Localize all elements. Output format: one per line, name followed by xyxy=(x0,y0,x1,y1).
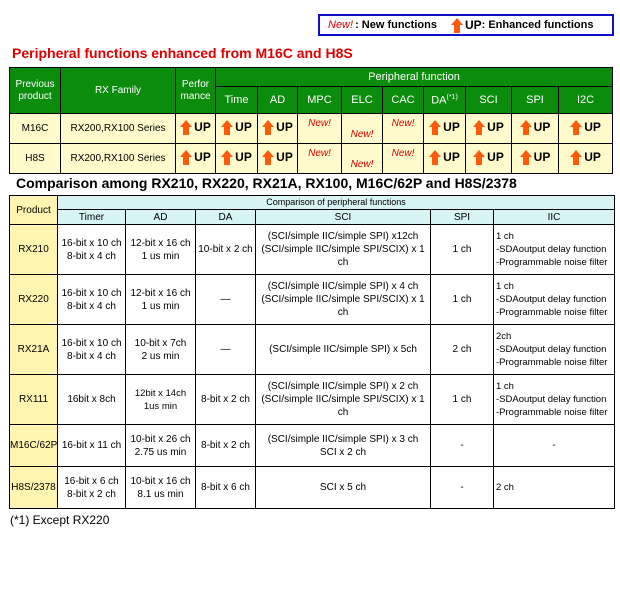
up-cell: UP xyxy=(559,144,613,174)
row-family: RX200,RX100 Series xyxy=(61,114,176,144)
up-cell: UP xyxy=(559,114,613,144)
up-cell: UP xyxy=(258,144,298,174)
row-product: M16C xyxy=(10,114,61,144)
up-cell: UP xyxy=(216,114,258,144)
cell-iic: - xyxy=(494,425,615,467)
cell-sci: (SCI/simple IIC/simple SPI) x 5ch xyxy=(256,325,431,375)
cell-timer: 16-bit x 11 ch xyxy=(58,425,126,467)
legend-up-label: : Enhanced functions xyxy=(481,19,594,31)
header-rx-family: RX Family xyxy=(61,68,176,114)
up-cell: UP xyxy=(466,144,512,174)
cell-da: 8-bit x 6 ch xyxy=(196,467,256,509)
up-arrow-icon xyxy=(180,150,192,165)
cell-iic: 1 ch -SDAoutput delay function -Programmable noise filter xyxy=(494,275,615,325)
row-product: RX111 xyxy=(10,375,58,425)
legend-box xyxy=(318,14,614,36)
row-family: RX200,RX100 Series xyxy=(61,144,176,174)
up-cell: UP xyxy=(512,144,559,174)
cell-iic: 2 ch xyxy=(494,467,615,509)
up-arrow-icon xyxy=(520,120,532,135)
up-cell: UP xyxy=(424,114,466,144)
cell-ad: 12bit x 14ch 1us min xyxy=(126,375,196,425)
up-arrow-icon xyxy=(262,150,274,165)
header-product: Product xyxy=(10,196,58,225)
up-arrow-icon xyxy=(473,150,485,165)
new-cell: New! xyxy=(342,144,383,174)
legend-up-text: UP xyxy=(464,18,482,32)
header-col-time: Time xyxy=(216,87,258,114)
row-product: M16C/62P xyxy=(10,425,58,467)
da-footnote-mark: (*1) xyxy=(446,93,458,101)
cell-sci: (SCI/simple IIC/simple SPI) x 3 ch SCI x 2 ch xyxy=(256,425,431,467)
section1-title: Peripheral functions enhanced from M16C and H8S xyxy=(12,45,353,61)
new-cell: New! xyxy=(383,114,424,144)
header-col-sci: SCI xyxy=(466,87,512,114)
header-previous-product: Previous product xyxy=(10,68,61,114)
up-arrow-icon xyxy=(221,150,233,165)
up-arrow-icon xyxy=(262,120,274,135)
up-cell: UP xyxy=(424,144,466,174)
header-col-iic: IIC xyxy=(494,210,615,225)
cell-timer: 16-bit x 6 ch 8-bit x 2 ch xyxy=(58,467,126,509)
table-row xyxy=(10,375,615,425)
up-arrow-icon xyxy=(180,120,192,135)
header-performance: Perfor mance xyxy=(176,68,216,114)
up-cell: UP xyxy=(258,114,298,144)
legend-new-tag: New! xyxy=(328,19,354,31)
header-col-cac: CAC xyxy=(383,87,424,114)
up-arrow-icon xyxy=(570,150,582,165)
cell-iic: 2ch -SDAoutput delay function -Programmable noise filter xyxy=(494,325,615,375)
up-arrow-icon xyxy=(429,120,441,135)
cell-da: 10-bit x 2 ch xyxy=(196,225,256,275)
row-product: H8S xyxy=(10,144,61,174)
table-row xyxy=(10,325,615,375)
up-arrow-icon xyxy=(429,150,441,165)
up-arrow-icon xyxy=(451,18,463,33)
cell-ad: 12-bit x 16 ch 1 us min xyxy=(126,225,196,275)
cell-da: 8-bit x 2 ch xyxy=(196,375,256,425)
header-col-mpc: MPC xyxy=(298,87,342,114)
cell-ad: 10-bit x 7ch 2 us min xyxy=(126,325,196,375)
cell-da: — xyxy=(196,275,256,325)
up-arrow-icon xyxy=(570,120,582,135)
header-peripheral-function: Peripheral function xyxy=(216,68,613,87)
header-col-ad: AD xyxy=(258,87,298,114)
enhancement-table xyxy=(9,67,613,174)
up-arrow-icon xyxy=(221,120,233,135)
header-col-elc: ELC xyxy=(342,87,383,114)
table-row xyxy=(10,467,615,509)
row-product: RX210 xyxy=(10,225,58,275)
up-cell: UP xyxy=(176,114,216,144)
table-row xyxy=(10,114,613,144)
cell-ad: 12-bit x 16 ch 1 us min xyxy=(126,275,196,325)
up-arrow-icon xyxy=(473,120,485,135)
table-row xyxy=(10,425,615,467)
cell-iic: 1 ch -SDAoutput delay function -Programmable noise filter xyxy=(494,225,615,275)
cell-sci: (SCI/simple IIC/simple SPI) x 2 ch (SCI/simple IIC/simple SPI/SCIX) x 1 ch xyxy=(256,375,431,425)
cell-iic: 1 ch -SDAoutput delay function -Programmable noise filter xyxy=(494,375,615,425)
cell-timer: 16-bit x 10 ch 8-bit x 4 ch xyxy=(58,275,126,325)
cell-timer: 16-bit x 10 ch 8-bit x 4 ch xyxy=(58,325,126,375)
cell-ad: 10-bit x 16 ch 8.1 us min xyxy=(126,467,196,509)
up-cell: UP xyxy=(466,114,512,144)
new-cell: New! xyxy=(383,144,424,174)
cell-sci: (SCI/simple IIC/simple SPI) x12ch (SCI/simple IIC/simple SPI/SCIX) x 1 ch xyxy=(256,225,431,275)
cell-spi: 1 ch xyxy=(431,375,494,425)
up-cell: UP xyxy=(512,114,559,144)
cell-da: 8-bit x 2 ch xyxy=(196,425,256,467)
new-cell: New! xyxy=(342,114,383,144)
header-col-spi: SPI xyxy=(512,87,559,114)
row-product: RX21A xyxy=(10,325,58,375)
up-arrow-icon xyxy=(520,150,532,165)
new-cell: New! xyxy=(298,114,342,144)
header-col-timer: Timer xyxy=(58,210,126,225)
row-product: RX220 xyxy=(10,275,58,325)
table-row xyxy=(10,275,615,325)
cell-sci: (SCI/simple IIC/simple SPI) x 4 ch (SCI/simple IIC/simple SPI/SCIX) x 1 ch xyxy=(256,275,431,325)
row-product: H8S/2378 xyxy=(10,467,58,509)
cell-sci: SCI x 5 ch xyxy=(256,467,431,509)
cell-spi: 2 ch xyxy=(431,325,494,375)
header-col-da: DA xyxy=(196,210,256,225)
table-row xyxy=(10,144,613,174)
cell-spi: - xyxy=(431,467,494,509)
cell-spi: - xyxy=(431,425,494,467)
cell-spi: 1 ch xyxy=(431,225,494,275)
header-col-i2c: I2C xyxy=(559,87,613,114)
up-cell: UP xyxy=(176,144,216,174)
cell-da: — xyxy=(196,325,256,375)
cell-ad: 10-bit x 26 ch 2.75 us min xyxy=(126,425,196,467)
up-cell: UP xyxy=(216,144,258,174)
cell-timer: 16-bit x 10 ch 8-bit x 4 ch xyxy=(58,225,126,275)
comparison-table xyxy=(9,195,615,509)
header-col-spi: SPI xyxy=(431,210,494,225)
cell-timer: 16bit x 8ch xyxy=(58,375,126,425)
new-cell: New! xyxy=(298,144,342,174)
footnote: (*1) Except RX220 xyxy=(10,513,110,527)
table-row xyxy=(10,225,615,275)
legend-up-badge xyxy=(451,18,482,33)
section2-title: Comparison among RX210, RX220, RX21A, RX100, M16C/62P and H8S/2378 xyxy=(16,175,517,191)
cell-spi: 1 ch xyxy=(431,275,494,325)
header-col-sci: SCI xyxy=(256,210,431,225)
legend-new-label: : New functions xyxy=(355,19,437,31)
header-col-da: $DA^{(*1)}$ xyxy=(424,87,466,114)
header-col-ad: AD xyxy=(126,210,196,225)
header-comparison: Comparison of peripheral functions xyxy=(58,196,615,210)
